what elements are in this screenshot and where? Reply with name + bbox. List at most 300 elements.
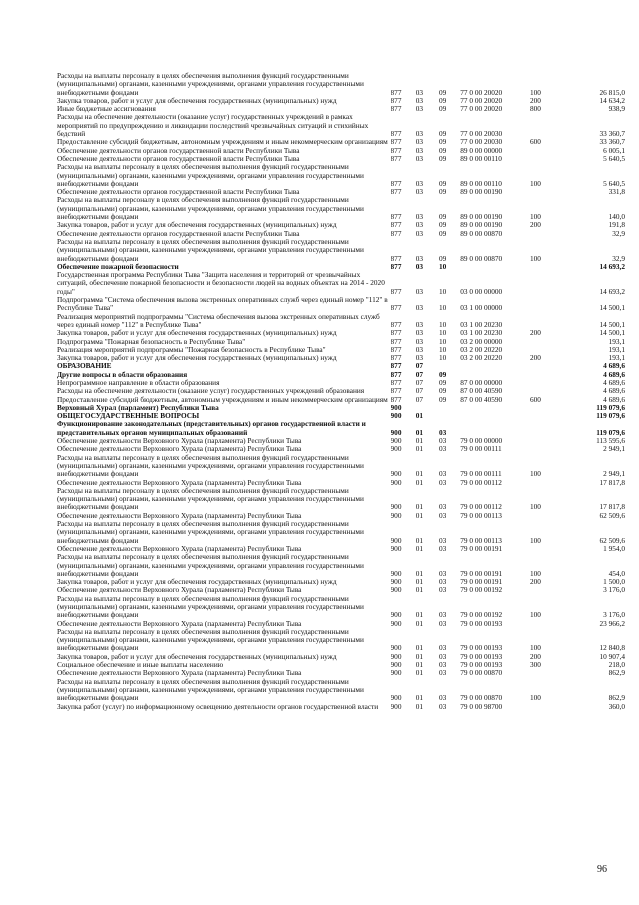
row-amount: 4 689,6 (603, 370, 625, 379)
row-target-article: 79 0 00 00112 (460, 478, 502, 487)
row-target-article: 03 1 00 00000 (460, 303, 503, 313)
row-name: Обеспечение деятельности Верховного Хурала (парламента) Республики Тыва (57, 586, 302, 595)
row-ved-code: 877 (390, 354, 402, 363)
row-expense-type: 100 (529, 643, 541, 653)
row-expense-type (530, 545, 556, 553)
row-expense-type (530, 387, 556, 395)
row-name: Обеспечение деятельности Верховного Хурала (парламента) Республики Тыва (57, 445, 302, 454)
table-row (57, 586, 625, 594)
row-amount: 140,0 (608, 212, 625, 222)
row-name: Обеспечение деятельности органов государственной власти Республики Тыва (57, 188, 300, 197)
row-ved-code: 900 (390, 578, 402, 587)
row-expense-type: 200 (529, 96, 541, 105)
row-name: Расходы на выплаты персоналу в целях обеспечения выполнения функций государственными (муниципальными) органами, казенными учреждениями, органами управления государственными внебюджетными фондами (57, 72, 364, 97)
row-subsection-code: 09 (439, 188, 447, 197)
row-expense-type (530, 379, 556, 387)
row-target-article: 03 2 00 20220 (460, 354, 503, 363)
row-amount: 119 079,6 (596, 427, 625, 437)
table-row (57, 420, 625, 437)
row-subsection-code: 03 (439, 437, 447, 446)
row-name: Закупка товаров, работ и услуг для обеспечения государственных (муниципальных) нужд (57, 578, 337, 587)
row-name: Расходы на выплаты персоналу в целях обеспечения выполнения функций государственными (муниципальными) органами, казенными учреждениями, органами управления государственными внебюджетными фондами (57, 594, 364, 620)
row-subsection-code: 10 (439, 354, 447, 363)
table-row (57, 404, 625, 412)
row-target-article: 89 0 00 00870 (460, 229, 503, 238)
table-row (57, 412, 625, 420)
row-ved-code: 877 (390, 138, 402, 147)
row-amount: 12 840,8 (599, 643, 625, 653)
row-ved-code: 877 (390, 96, 402, 105)
row-target-article: 79 0 00 00113 (460, 535, 502, 545)
row-name: Иные бюджетные ассигнования (57, 105, 156, 114)
row-expense-type: 600 (529, 138, 541, 147)
row-section-code: 07 (415, 362, 424, 371)
row-name: Функционирование законодательных (представительных) органов государственной власти и представительных органов муниципальных образований (57, 420, 366, 437)
row-name: Непрограммное направление в области образования (57, 378, 220, 387)
row-amount: 14 500,1 (599, 329, 625, 338)
row-amount: 14 634,2 (599, 96, 625, 105)
budget-table-body (57, 72, 625, 711)
row-section-code: 07 (415, 370, 424, 379)
row-target-article: 89 0 00 00190 (460, 212, 503, 222)
row-section-code: 01 (415, 693, 424, 703)
row-section-code: 03 (415, 105, 424, 114)
row-subsection-code: 09 (439, 138, 447, 147)
row-target-article: 89 0 00 00190 (460, 188, 503, 197)
row-target-article: 79 0 00 00192 (460, 610, 503, 620)
row-expense-type: 100 (529, 502, 541, 512)
row-name: Обеспечение деятельности Верховного Хурала (парламента) Республики Тыва (57, 437, 302, 446)
row-expense-type: 300 (529, 661, 541, 670)
row-amount: 862,9 (608, 669, 625, 678)
row-ved-code: 877 (390, 395, 402, 404)
table-row (57, 512, 625, 520)
row-amount: 17 817,8 (599, 478, 625, 487)
row-ved-code: 877 (390, 253, 402, 263)
row-name: Обеспечение деятельности Верховного Хурала (парламента) Республики Тыва (57, 619, 302, 628)
table-row (57, 678, 625, 703)
row-amount: 5 640,5 (603, 178, 625, 188)
row-target-article (460, 362, 530, 370)
row-target-article: 03 2 00 20220 (460, 345, 503, 354)
row-amount: 62 509,6 (599, 511, 625, 520)
row-name: Закупка товаров, работ и услуг для обеспечения государственных (муниципальных) нужд (57, 354, 337, 363)
row-ved-code: 877 (390, 146, 402, 155)
budget-table (57, 72, 625, 711)
row-subsection-code: 03 (439, 535, 447, 545)
row-section-code: 03 (415, 319, 424, 329)
row-expense-type (530, 371, 556, 379)
row-name: ОБРАЗОВАНИЕ (57, 362, 112, 371)
row-name: Предоставление субсидий бюджетным, автономным учреждениям и иным некоммерческим организациям (57, 395, 388, 404)
row-ved-code: 877 (390, 212, 402, 222)
row-target-article: 87 0 00 40590 (460, 395, 503, 404)
row-section-code: 01 (415, 586, 424, 595)
row-amount: 3 176,0 (603, 586, 625, 595)
row-amount: 4 689,6 (603, 378, 625, 387)
row-subsection-code (439, 404, 460, 412)
table-row (57, 296, 625, 313)
row-ved-code: 900 (390, 610, 402, 620)
row-name: Обеспечение деятельности Верховного Хурала (парламента) Республики Тыва (57, 544, 302, 553)
row-name: Обеспечение деятельности органов государственной власти Республики Тыва (57, 229, 300, 238)
row-section-code: 07 (415, 395, 424, 404)
row-ved-code: 900 (390, 445, 402, 454)
row-amount: 6 005,1 (603, 146, 625, 155)
row-subsection-code: 03 (439, 544, 447, 553)
row-name: Предоставление субсидий бюджетным, автономным учреждениям и иным некоммерческим организациям (57, 138, 388, 147)
row-amount: 193,1 (608, 345, 625, 354)
table-row (57, 371, 625, 379)
row-ved-code: 900 (390, 544, 402, 553)
row-ved-code: 877 (390, 178, 402, 188)
row-subsection-code: 09 (439, 395, 447, 404)
row-amount: 119 079,6 (596, 412, 625, 421)
row-target-article (460, 263, 530, 271)
row-ved-code: 900 (390, 702, 402, 711)
row-subsection-code: 09 (439, 129, 447, 139)
row-expense-type: 100 (529, 610, 541, 620)
table-row (57, 578, 625, 586)
row-expense-type (530, 155, 556, 163)
row-section-code: 03 (415, 138, 424, 147)
row-subsection-code: 09 (439, 387, 447, 396)
table-row (57, 163, 625, 188)
row-ved-code: 877 (390, 188, 402, 197)
row-target-article: 79 0 00 00113 (460, 511, 502, 520)
row-amount: 191,8 (608, 221, 625, 230)
row-amount: 454,0 (608, 568, 625, 578)
row-expense-type (530, 669, 556, 677)
row-ved-code: 900 (390, 535, 402, 545)
row-section-code: 03 (415, 178, 424, 188)
row-section-code: 01 (415, 669, 424, 678)
row-ved-code: 877 (390, 387, 402, 396)
row-ved-code: 877 (390, 319, 402, 329)
row-section-code: 01 (415, 511, 424, 520)
row-target-article: 77 0 00 20030 (460, 138, 503, 147)
row-section-code: 01 (415, 427, 424, 437)
row-ved-code: 900 (390, 643, 402, 653)
row-ved-code: 900 (390, 568, 402, 578)
row-amount: 193,1 (608, 337, 625, 346)
row-expense-type: 800 (529, 105, 541, 114)
table-row (57, 437, 625, 445)
row-target-article: 77 0 00 20020 (460, 96, 503, 105)
row-expense-type: 100 (529, 178, 541, 188)
row-name: Обеспечение деятельности органов государственной власти Республики Тыва (57, 154, 300, 163)
table-row (57, 105, 625, 113)
row-ved-code: 900 (390, 652, 402, 661)
table-row (57, 346, 625, 354)
row-target-article: 03 0 00 00000 (460, 286, 503, 296)
row-amount: 113 595,6 (596, 437, 625, 446)
row-target-article (460, 404, 530, 412)
row-name: Подпрограмма "Пожарная безопасность в Республике Тыва" (57, 337, 246, 346)
row-subsection-code (439, 412, 460, 420)
row-name: Закупка товаров, работ и услуг для обеспечения государственных (муниципальных) нужд (57, 329, 337, 338)
row-amount: 10 907,4 (599, 652, 625, 661)
row-name: Обеспечение пожарной безопасности (57, 262, 179, 271)
table-row (57, 196, 625, 221)
row-amount: 5 640,5 (603, 154, 625, 163)
row-amount: 3 176,0 (603, 610, 625, 620)
table-row (57, 362, 625, 370)
row-expense-type (530, 412, 556, 420)
row-section-code: 01 (415, 437, 424, 446)
row-section-code: 01 (415, 412, 424, 421)
row-section-code: 01 (415, 619, 424, 628)
row-section-code: 03 (415, 286, 424, 296)
row-subsection-code: 09 (439, 378, 447, 387)
row-target-article: 79 0 00 00193 (460, 661, 503, 670)
row-ved-code: 900 (390, 693, 402, 703)
table-row (57, 113, 625, 138)
row-expense-type (530, 296, 556, 313)
table-row (57, 329, 625, 337)
row-target-article (460, 420, 530, 437)
row-ved-code: 900 (390, 586, 402, 595)
row-ved-code: 900 (390, 469, 402, 479)
row-target-article: 87 0 00 40590 (460, 387, 503, 396)
row-subsection-code: 03 (439, 578, 447, 587)
row-subsection-code: 03 (439, 586, 447, 595)
row-expense-type (530, 620, 556, 628)
row-expense-type (530, 263, 556, 271)
row-section-code: 03 (415, 303, 424, 313)
table-row (57, 263, 625, 271)
row-target-article: 79 0 00 00193 (460, 619, 503, 628)
row-target-article: 89 0 00 00190 (460, 221, 503, 230)
row-ved-code: 877 (390, 362, 402, 371)
row-expense-type (530, 113, 556, 138)
row-section-code: 01 (415, 643, 424, 653)
row-section-code: 03 (415, 146, 424, 155)
table-row (57, 669, 625, 677)
row-ved-code: 900 (390, 412, 402, 421)
row-name: Другие вопросы в области образования (57, 370, 188, 379)
row-subsection-code (439, 362, 460, 370)
page-number: 96 (597, 864, 607, 875)
row-name: Социальное обеспечение и иные выплаты населению (57, 661, 224, 670)
row-target-article: 89 0 00 00110 (460, 154, 502, 163)
row-name: Реализация мероприятий подпрограммы "Пожарная безопасность в Республике Тыва" (57, 345, 326, 354)
table-row (57, 138, 625, 146)
row-section-code: 03 (415, 262, 424, 271)
row-target-article: 79 0 00 00191 (460, 568, 503, 578)
row-ved-code: 877 (390, 262, 402, 271)
row-ved-code: 877 (390, 105, 402, 114)
row-subsection-code: 03 (439, 610, 447, 620)
row-name: Расходы на выплаты персоналу в целях обеспечения выполнения функций государственными (муниципальными) органами, казенными учреждениями, органами управления государственными внебюджетными фондами (57, 196, 364, 222)
table-row (57, 230, 625, 238)
row-target-article: 79 0 00 00191 (460, 544, 503, 553)
row-expense-type: 100 (529, 87, 541, 97)
row-section-code: 01 (415, 445, 424, 454)
row-amount: 14 500,1 (599, 319, 625, 329)
row-target-article: 79 0 00 00111 (460, 469, 502, 479)
row-ved-code: 877 (390, 286, 402, 296)
row-target-article: 89 0 00 00870 (460, 253, 503, 263)
row-subsection-code: 10 (439, 286, 447, 296)
row-expense-type (530, 271, 556, 296)
table-row (57, 445, 625, 453)
row-target-article: 03 2 00 00000 (460, 337, 503, 346)
row-section-code: 01 (415, 610, 424, 620)
row-subsection-code: 03 (439, 445, 447, 454)
row-amount: 14 693,2 (599, 286, 625, 296)
row-expense-type: 200 (529, 329, 541, 338)
row-subsection-code: 03 (439, 427, 447, 437)
row-amount: 193,1 (608, 354, 625, 363)
row-section-code: 03 (415, 345, 424, 354)
row-section-code: 01 (415, 661, 424, 670)
row-subsection-code: 09 (439, 229, 447, 238)
row-expense-type (530, 445, 556, 453)
row-ved-code: 877 (390, 337, 402, 346)
row-name: Обеспечение деятельности Верховного Хурала (парламента) Республики Тыва (57, 511, 302, 520)
row-name: Расходы на выплаты персоналу в целях обеспечения выполнения функций государственными (муниципальными) органами, казенными учреждениями, органами управления государственными внебюджетными фондами (57, 453, 364, 479)
table-row (57, 620, 625, 628)
row-ved-code: 877 (390, 370, 402, 379)
row-amount: 218,0 (608, 661, 625, 670)
row-name: Государственная программа Республики Тыва "Защита населения и территорий от чрезвычайных ситуаций, обеспечение пожарной безопасности и безопасности людей на водных объектах на 2014 - 2020 годы" (57, 271, 385, 296)
row-name: Закупка товаров, работ и услуг для обеспечения государственных (муниципальных) нужд (57, 652, 337, 661)
row-name: Закупка работ (услуг) по информационному освещению деятельности органов государственной власти (57, 702, 379, 711)
row-expense-type: 100 (529, 693, 541, 703)
row-expense-type (530, 437, 556, 445)
row-target-article: 79 0 00 00112 (460, 502, 502, 512)
row-amount: 1 500,0 (603, 578, 625, 587)
row-subsection-code: 03 (439, 511, 447, 520)
row-target-article: 79 0 00 00000 (460, 437, 503, 446)
row-amount: 17 817,8 (599, 502, 625, 512)
row-name: Расходы на обеспечение деятельности (оказание услуг) государственных учреждений образования (57, 387, 365, 396)
row-ved-code: 877 (390, 129, 402, 139)
table-row (57, 72, 625, 97)
row-ved-code: 877 (390, 221, 402, 230)
row-target-article: 79 0 00 00193 (460, 652, 503, 661)
row-expense-type (530, 230, 556, 238)
row-expense-type (530, 586, 556, 594)
table-row (57, 454, 625, 479)
table-row (57, 479, 625, 487)
row-section-code: 07 (415, 387, 424, 396)
row-expense-type: 100 (529, 568, 541, 578)
row-subsection-code: 03 (439, 469, 447, 479)
row-subsection-code: 10 (439, 262, 447, 271)
row-amount: 2 949,1 (603, 445, 625, 454)
row-amount: 360,0 (608, 702, 625, 711)
row-ved-code: 877 (390, 303, 402, 313)
row-ved-code: 900 (390, 427, 402, 437)
row-amount: 32,9 (612, 253, 625, 263)
row-section-code: 01 (415, 544, 424, 553)
row-section-code: 03 (415, 87, 424, 97)
row-name: Закупка товаров, работ и услуг для обеспечения государственных (муниципальных) нужд (57, 221, 337, 230)
table-row (57, 271, 625, 296)
row-ved-code: 877 (390, 154, 402, 163)
row-subsection-code: 09 (439, 370, 447, 379)
row-target-article: 79 0 00 00870 (460, 669, 503, 678)
table-row (57, 97, 625, 105)
row-expense-type: 200 (529, 221, 541, 230)
row-expense-type (530, 338, 556, 346)
row-ved-code: 877 (390, 87, 402, 97)
row-amount: 14 500,1 (599, 303, 625, 313)
row-subsection-code: 03 (439, 661, 447, 670)
row-section-code: 01 (415, 652, 424, 661)
row-section-code: 01 (415, 478, 424, 487)
row-subsection-code: 10 (439, 345, 447, 354)
row-expense-type: 200 (529, 578, 541, 587)
row-section-code: 01 (415, 469, 424, 479)
row-subsection-code: 03 (439, 619, 447, 628)
row-ved-code: 900 (390, 661, 402, 670)
table-row (57, 188, 625, 196)
table-row (57, 379, 625, 387)
row-section-code: 01 (415, 568, 424, 578)
row-expense-type (530, 703, 556, 711)
row-target-article: 87 0 00 00000 (460, 378, 503, 387)
table-row (57, 628, 625, 653)
table-row (57, 520, 625, 545)
row-section-code: 03 (415, 337, 424, 346)
row-name: Закупка товаров, работ и услуг для обеспечения государственных (муниципальных) нужд (57, 96, 337, 105)
row-section-code: 03 (415, 253, 424, 263)
row-section-code: 03 (415, 329, 424, 338)
table-row (57, 147, 625, 155)
row-ved-code: 877 (390, 329, 402, 338)
row-subsection-code: 03 (439, 669, 447, 678)
row-subsection-code: 09 (439, 212, 447, 222)
table-row (57, 155, 625, 163)
table-row (57, 661, 625, 669)
table-row (57, 653, 625, 661)
row-ved-code: 877 (390, 229, 402, 238)
row-ved-code: 877 (390, 378, 402, 387)
row-name: ОБЩЕГОСУДАРСТВЕННЫЕ ВОПРОСЫ (57, 412, 200, 421)
row-subsection-code: 03 (439, 652, 447, 661)
row-section-code (416, 404, 439, 412)
row-expense-type: 100 (529, 469, 541, 479)
row-expense-type: 100 (529, 535, 541, 545)
table-row (57, 703, 625, 711)
row-expense-type (530, 479, 556, 487)
row-amount: 14 693,2 (599, 262, 625, 271)
row-section-code: 03 (415, 229, 424, 238)
row-ved-code: 900 (390, 437, 402, 446)
row-target-article: 03 1 00 20230 (460, 319, 503, 329)
row-target-article: 77 0 00 20030 (460, 129, 503, 139)
row-subsection-code: 09 (439, 221, 447, 230)
row-section-code: 07 (415, 378, 424, 387)
table-row (57, 238, 625, 263)
row-subsection-code: 03 (439, 643, 447, 653)
row-subsection-code: 09 (439, 105, 447, 114)
row-subsection-code: 09 (439, 178, 447, 188)
row-subsection-code: 09 (439, 154, 447, 163)
row-amount: 2 949,1 (603, 469, 625, 479)
row-subsection-code: 03 (439, 702, 447, 711)
row-expense-type: 200 (529, 652, 541, 661)
row-target-article: 79 0 00 98700 (460, 702, 503, 711)
row-name: Реализация мероприятий подпрограммы "Система обеспечения вызова экстренных оперативных служб через единый номер "112" в Республике Тыва" (57, 312, 380, 329)
row-name: Обеспечение деятельности Верховного Хурала (парламента) Республики Тыва (57, 669, 302, 678)
row-section-code: 03 (415, 154, 424, 163)
table-row (57, 553, 625, 578)
row-amount: 23 966,2 (599, 619, 625, 628)
